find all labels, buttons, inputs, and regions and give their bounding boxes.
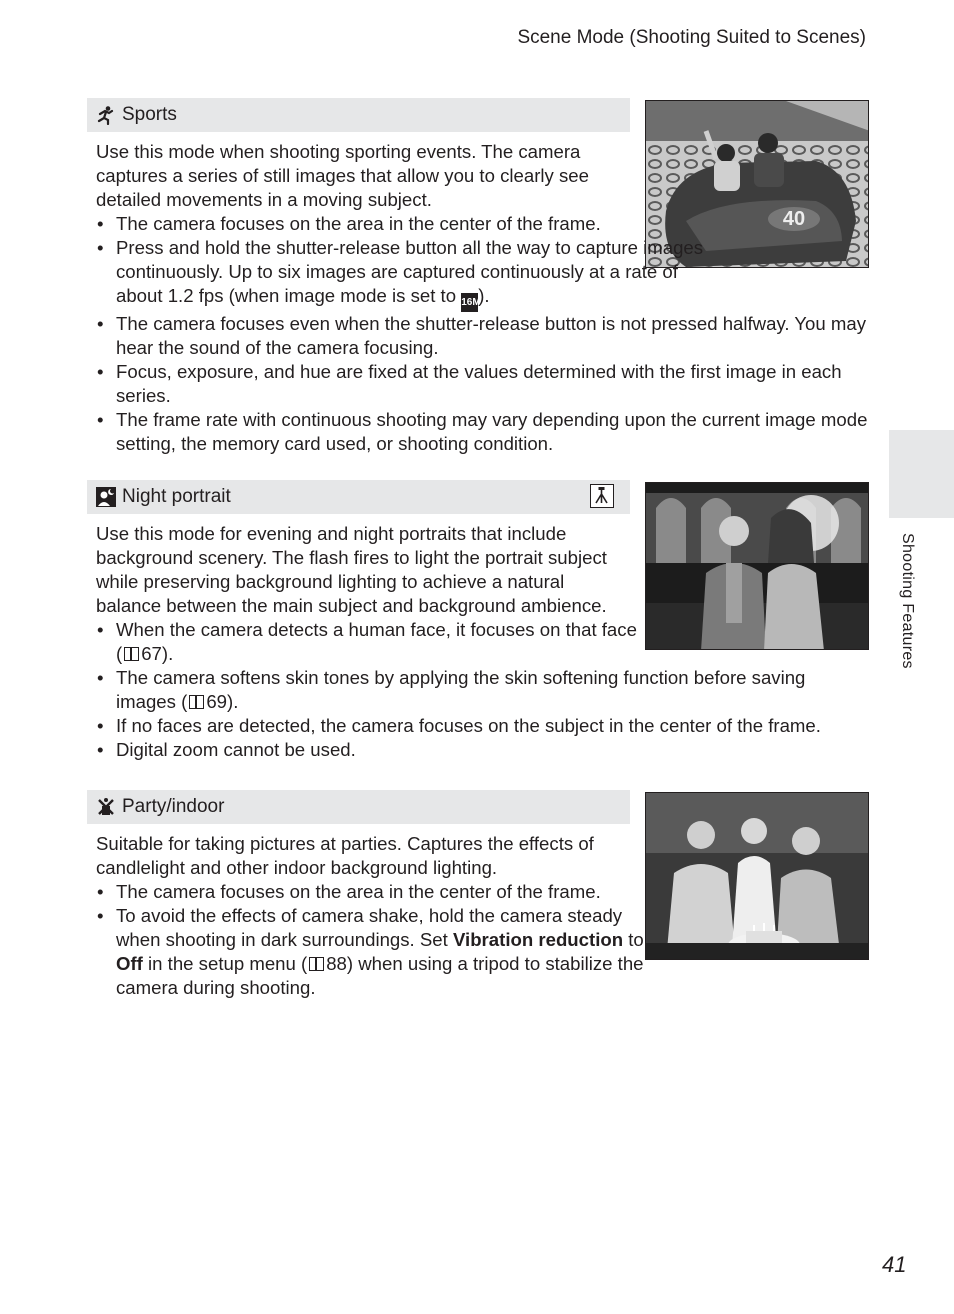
list-item: • Focus, exposure, and hue are fixed at the values determined with the first image in each series. <box>87 360 869 408</box>
list-item: • If no faces are detected, the camera focuses on the subject in the center of the frame. <box>87 714 869 738</box>
kart-number: 40 <box>782 208 806 230</box>
chapter-tab <box>889 430 954 518</box>
section-heading-sports <box>87 98 630 132</box>
list-item: • When the camera detects a human face, it focuses on that face ( 67). <box>87 618 648 666</box>
list-item: • Digital zoom cannot be used. <box>87 738 869 762</box>
section-title: Night portrait <box>122 486 231 507</box>
section-sports <box>87 98 869 456</box>
section-intro: Use this mode when shooting sporting events. The camera captures a series of still images that allow you to clearly see detailed movements in a moving subject. <box>96 141 589 210</box>
chapter-label: Shooting Features <box>899 533 916 669</box>
section-intro: Use this mode for evening and night portraits that include background scenery. The flash fires to light the portrait subject while preserving background lighting to achieve a natural balance between the main subject and background ambience. <box>96 523 607 616</box>
list-item: • The camera focuses even when the shutter-release button is not pressed halfway. You may hear the sound of the camera focusing. <box>87 312 869 360</box>
book-reference-icon <box>124 647 139 661</box>
sports-runner-icon <box>96 105 116 125</box>
section-night-portrait <box>87 480 869 762</box>
night-portrait-photo <box>645 482 869 650</box>
section-title: Party/indoor <box>122 796 225 817</box>
book-reference-icon <box>189 695 204 709</box>
list-item: • Press and hold the shutter-release button all the way to capture images continuously. Up to six images are captured continuously at a rate of about 1.2 fps (when image mode is set to 16M). <box>87 236 716 312</box>
list-item: • The camera focuses on the area in the center of the frame. <box>87 880 648 904</box>
image-mode-16m-icon: 16M <box>461 293 478 312</box>
running-header: Scene Mode (Shooting Suited to Scenes) <box>517 27 866 48</box>
list-item: • To avoid the effects of camera shake, hold the camera steady when shooting in dark surroundings. Set Vibration reduction to Off in the setup menu ( 88) when using a tripod to stabilize the camera during shooting. <box>87 904 648 1000</box>
list-item: • The camera focuses on the area in the center of the frame. <box>87 212 648 236</box>
section-heading-party-indoor <box>87 790 630 824</box>
night-portrait-icon <box>96 487 116 507</box>
section-party-indoor <box>87 790 869 1000</box>
section-intro: Suitable for taking pictures at parties. Captures the effects of candlelight and other indoor background lighting. <box>96 833 594 878</box>
page-number: 41 <box>882 1252 907 1277</box>
section-heading-night-portrait <box>87 480 630 514</box>
book-reference-icon <box>309 957 324 971</box>
list-item: • The camera softens skin tones by applying the skin softening function before saving images ( 69). <box>87 666 846 714</box>
list-item: • The frame rate with continuous shooting may vary depending upon the current image mode setting, the memory card used, or shooting condition. <box>87 408 869 456</box>
section-title: Sports <box>122 104 177 125</box>
tripod-icon <box>590 484 614 508</box>
party-indoor-icon <box>96 797 116 817</box>
party-photo <box>645 792 869 960</box>
